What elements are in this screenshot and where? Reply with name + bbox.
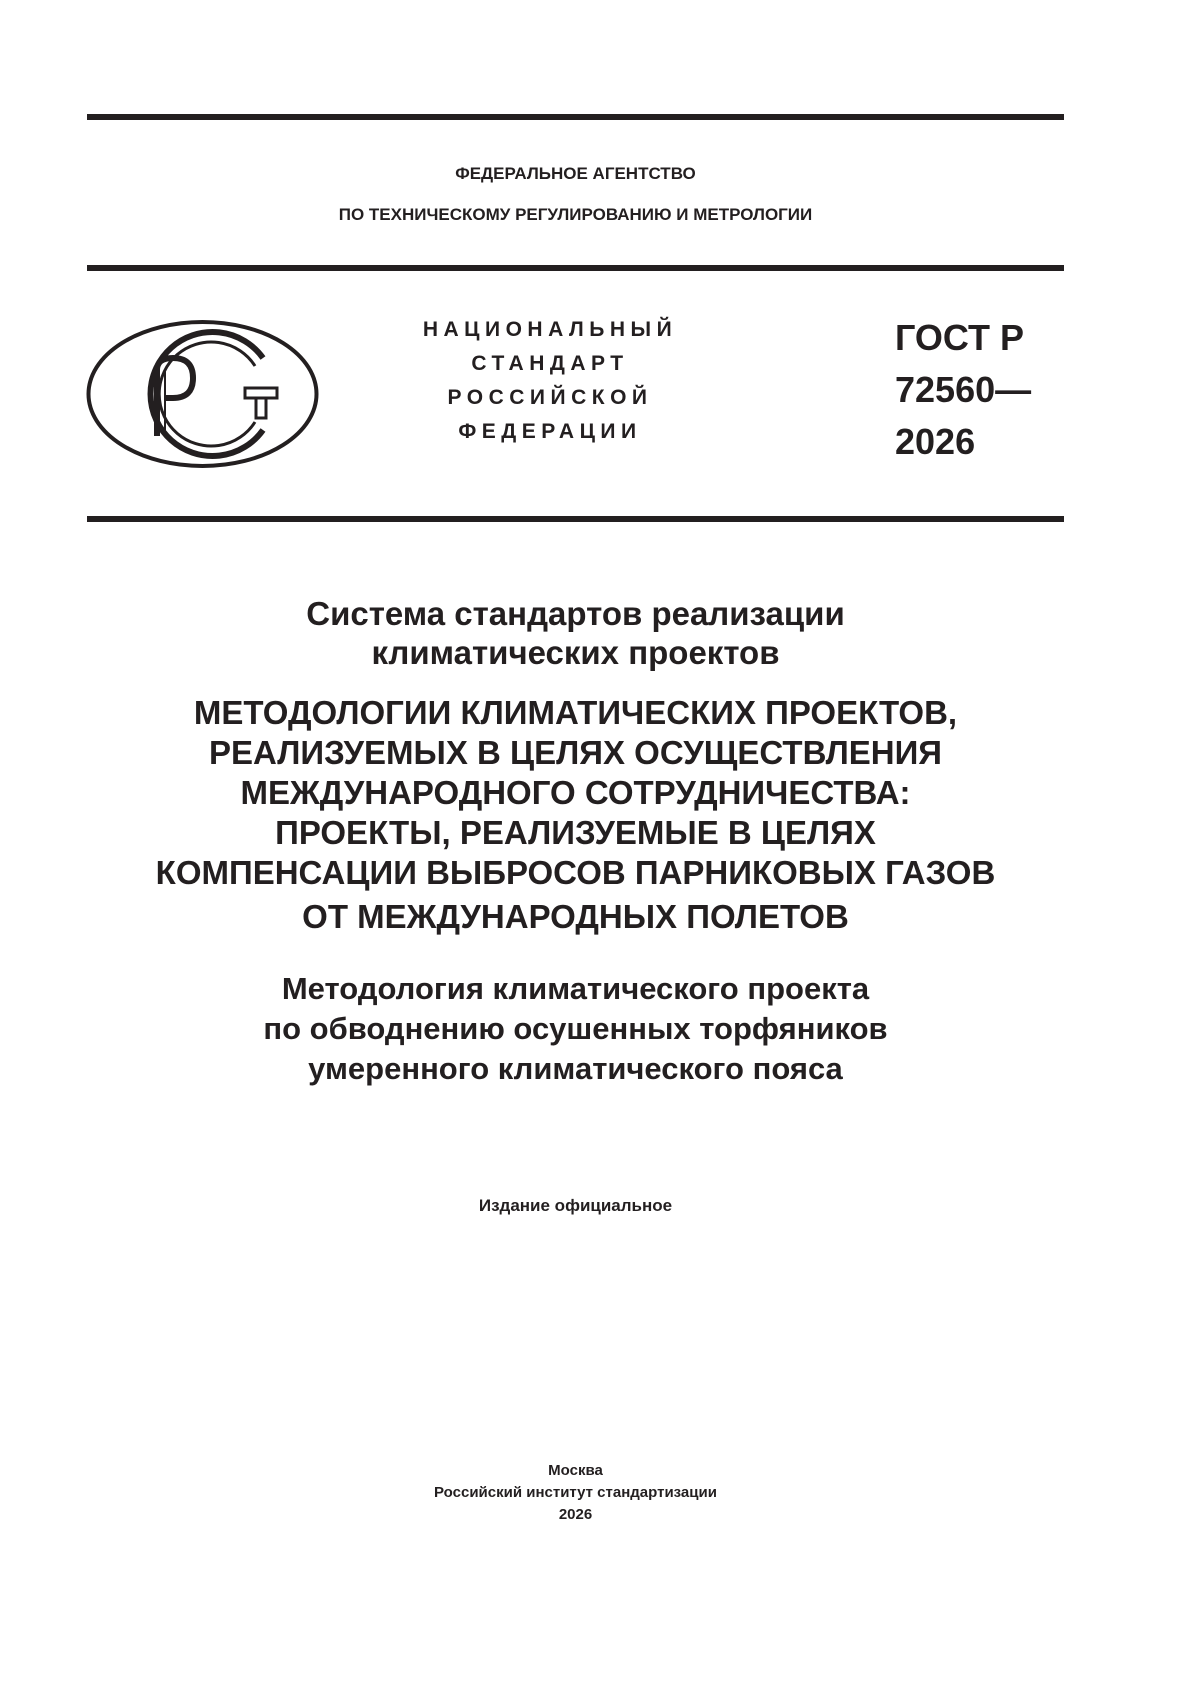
series-title xyxy=(87,594,1064,672)
imprint xyxy=(87,1460,1064,1526)
agency-line-1: ФЕДЕРАЛЬНОЕ АГЕНТСТВО xyxy=(455,164,696,183)
standard-type-line-1: НАЦИОНАЛЬНЫЙ xyxy=(422,318,678,341)
main-title-line-6: ОТ МЕЖДУНАРОДНЫХ ПОЛЕТОВ xyxy=(302,898,849,935)
rst-certification-logo-icon xyxy=(85,318,320,470)
sub-title-line-2: по обводнению осушенных торфяников xyxy=(263,1011,888,1046)
standard-type-line-3: РОССИЙСКОЙ xyxy=(447,386,653,409)
series-title-line-2: климатических проектов xyxy=(371,634,780,671)
main-title-line-1: МЕТОДОЛОГИИ КЛИМАТИЧЕСКИХ ПРОЕКТОВ, xyxy=(193,694,958,731)
imprint-publisher: Российский институт стандартизации xyxy=(434,1484,717,1501)
main-title-line-2: РЕАЛИЗУЕМЫХ В ЦЕЛЯХ ОСУЩЕСТВЛЕНИЯ xyxy=(208,734,943,771)
header-rule xyxy=(87,265,1064,271)
agency-line-2: ПО ТЕХНИЧЕСКОМУ РЕГУЛИРОВАНИЮ И МЕТРОЛОГИИ xyxy=(338,205,813,224)
standard-code-line-1: ГОСТ Р xyxy=(895,317,1025,358)
main-title-line-3: МЕЖДУНАРОДНОГО СОТРУДНИЧЕСТВА: xyxy=(240,774,911,811)
standard-code xyxy=(895,312,1031,468)
main-title-line-4: ПРОЕКТЫ, РЕАЛИЗУЕМЫЕ В ЦЕЛЯХ xyxy=(275,814,876,851)
sub-title-line-3: умеренного климатического пояса xyxy=(308,1051,843,1086)
imprint-year: 2026 xyxy=(558,1506,593,1523)
standard-code-line-2: 72560— xyxy=(895,369,1032,410)
main-title-line-5: КОМПЕНСАЦИИ ВЫБРОСОВ ПАРНИКОВЫХ ГАЗОВ xyxy=(155,854,996,891)
sub-title xyxy=(87,969,1064,1089)
standard-type-label xyxy=(380,313,720,449)
main-title xyxy=(87,693,1064,937)
title-rule xyxy=(87,516,1064,522)
standard-code-line-3: 2026 xyxy=(895,421,976,462)
standard-type-line-2: СТАНДАРТ xyxy=(471,352,629,375)
imprint-city: Москва xyxy=(548,1462,603,1479)
sub-title-line-1: Методология климатического проекта xyxy=(281,971,870,1006)
top-rule xyxy=(87,114,1064,120)
edition-note: Издание официальное xyxy=(478,1196,673,1215)
standard-type-line-4: ФЕДЕРАЦИИ xyxy=(458,420,642,443)
series-title-line-1: Система стандартов реализации xyxy=(306,595,845,632)
